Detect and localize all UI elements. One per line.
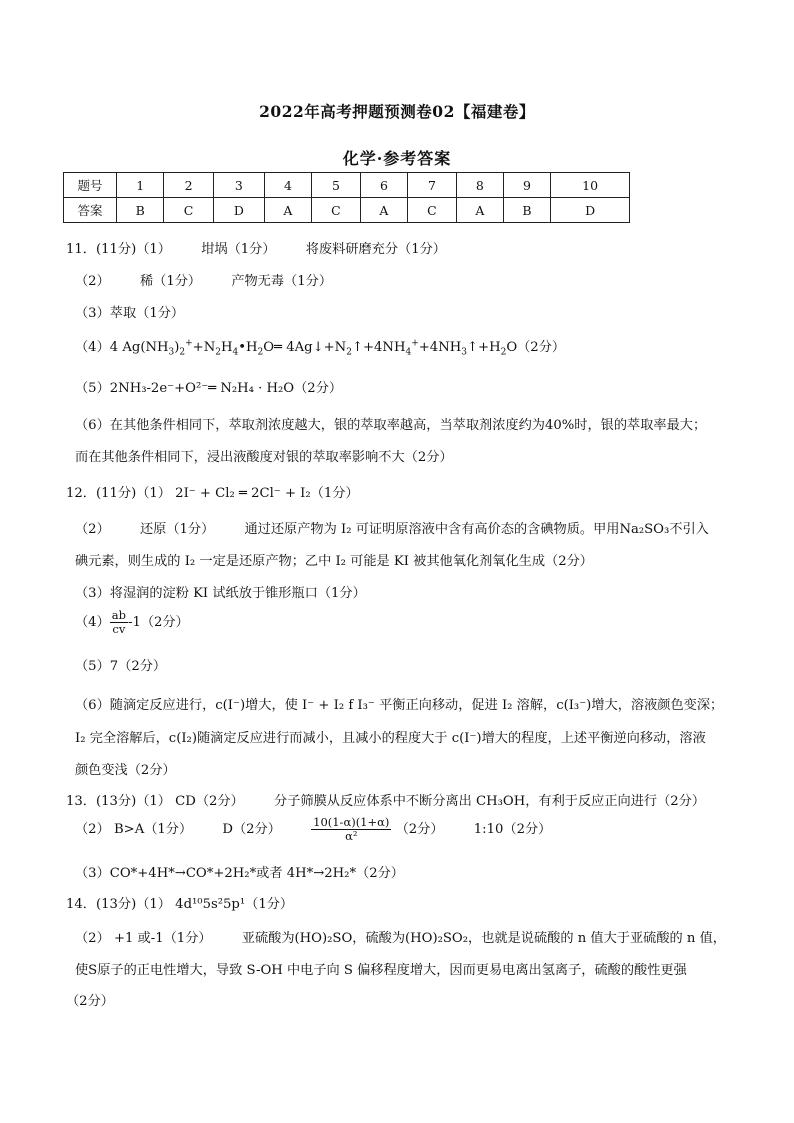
q14-2-answer: （2） +1 或-1（1分）	[75, 931, 212, 946]
q12-line-6c: 颜色变浅（2分）	[75, 763, 176, 778]
answer-cell: D	[551, 198, 630, 223]
answer-cell: C	[164, 198, 213, 223]
q13-1-answer: 13．(13分)（1） CD（2分）	[66, 794, 244, 809]
question-number-cell: 6	[361, 173, 408, 198]
row-header-answer: 答案	[64, 198, 117, 223]
q13-2-fraction	[311, 816, 391, 843]
q12-line-6a: （6）随滴定反应进行，c(I⁻)增大，使 I⁻ + I₂ f I₃⁻ 平衡正向移动，促进 I₂ 溶解，c(I₃⁻)增大，溶液颜色变深；	[75, 698, 724, 713]
question-number-cell: 2	[164, 173, 213, 198]
q13-2-score: （2分）	[395, 822, 444, 837]
q12-2-explanation: 通过还原产物为 I₂ 可证明原溶液中含有高价态的含碘物质。甲用Na₂SO₃不引入	[244, 522, 709, 537]
question-number-cell: 8	[457, 173, 504, 198]
q11-line-5: （5）2NH₃-2e⁻+O²⁻═ N₂H₄ · H₂O（2分）	[75, 381, 343, 396]
q14-line-2a	[75, 927, 726, 946]
q11-1-answer-b: 将废料研磨充分（1分）	[305, 242, 446, 257]
q11-line-6b: 而在其他条件相同下，浸出液酸度对银的萃取率影响不大（2分）	[75, 450, 453, 465]
q11-2-answer-b: 产物无毒（1分）	[231, 274, 333, 289]
row-header-question: 题号	[64, 173, 117, 198]
fraction-denominator: cv	[112, 622, 126, 636]
q12-line-2a	[75, 518, 709, 537]
answer-cell: B	[117, 198, 164, 223]
answer-cell: B	[503, 198, 550, 223]
answer-cell: A	[457, 198, 504, 223]
answer-cell: A	[265, 198, 312, 223]
q13-line-3: （3）CO*+4H*→CO*+2H₂*或者 4H*→2H₂*（2分）	[75, 866, 404, 881]
question-number-cell: 4	[265, 173, 312, 198]
question-number-cell: 5	[311, 173, 360, 198]
fraction-numerator: ab	[111, 608, 126, 622]
q12-2-label: （2）	[75, 522, 110, 537]
q11-line-6a: （6）在其他条件相同下，萃取剂浓度越大，银的萃取率越高，当萃取剂浓度约为40%时，银的萃取率最大；	[75, 418, 707, 433]
q13-line-2	[75, 816, 551, 843]
question-number-cell: 10	[551, 173, 630, 198]
q14-line-2b: 使S原子的正电性增大，导致 S-OH 中电子向 S 偏移程度增大，因而更易电离出氢离子，硫酸的酸性更强	[75, 963, 687, 978]
q13-1-explanation: 分子筛膜从反应体系中不断分离出 CH₃OH，有利于反应正向进行（2分）	[274, 794, 706, 809]
fraction-denominator: α²	[345, 829, 358, 843]
q14-2-explanation: 亚硫酸为(HO)₂SO，硫酸为(HO)₂SO₂，也就是说硫酸的 n 值大于亚硫酸的 n 值，	[241, 931, 726, 946]
question-number-cell: 1	[117, 173, 164, 198]
answer-table	[63, 172, 630, 223]
q12-2-answer: 还原（1分）	[139, 522, 215, 537]
q11-2-answer: 稀（1分）	[139, 274, 202, 289]
table-row-question-numbers	[64, 173, 630, 198]
question-number-cell: 3	[213, 173, 264, 198]
q12-line-1: 12．(11分)（1） 2I⁻ + Cl₂ ═ 2Cl⁻ + I₂（1分）	[66, 486, 359, 501]
q11-line-4: （4）4 $Ag(NH_3)_2^++N_2H_4•H_2O═$ $4Ag↓+N_2↑+4NH_4^++4NH_3↑+H_2O(2$分）	[75, 338, 566, 358]
q11-line-3: （3）萃取（1分）	[75, 306, 185, 321]
answer-cell: A	[361, 198, 408, 223]
q12-line-3: （3）将湿润的淀粉 KI 试纸放于锥形瓶口（1分）	[75, 586, 366, 601]
q14-line-1: 14．(13分)（1） 4d¹⁰5s²5p¹（1分）	[66, 897, 294, 912]
answer-cell: C	[311, 198, 360, 223]
q11-line-2	[75, 270, 332, 289]
q12-4-fraction	[110, 609, 128, 636]
q11-number: 11．(11分)（1）	[66, 242, 171, 257]
fraction-numerator: 10(1-α)(1+α)	[313, 815, 390, 829]
answer-cell: D	[213, 198, 264, 223]
q11-4-equation-h: H	[221, 340, 233, 355]
q12-line-4	[75, 609, 189, 636]
q12-4-rest: -1（2分）	[127, 615, 189, 630]
answer-cell: C	[407, 198, 456, 223]
q11-1-answer: 坩埚（1分）	[201, 242, 276, 257]
q12-line-2b: 碘元素，则生成的 I₂ 一定是还原产物；乙中 I₂ 可能是 KI 被其他氧化剂氧化生成（2分）	[75, 554, 593, 569]
q12-line-5: （5）7（2分）	[75, 659, 167, 674]
q11-4-equation-mid: +N	[192, 340, 216, 355]
q11-2-label: （2）	[75, 274, 110, 289]
q14-line-2c: （2分）	[66, 994, 114, 1009]
q12-line-6b: I₂ 完全溶解后，c(I₂)随滴定反应进行而减小，且减小的程度大于 c(I⁻)增大的程度，上述平衡逆向移动，溶液	[75, 731, 706, 746]
table-row-answers	[64, 198, 630, 223]
question-number-cell: 7	[407, 173, 456, 198]
page-title: 2022年高考押题预测卷02【福建卷】	[259, 102, 535, 121]
q13-2-answer-a: （2） B>A（1分）	[75, 822, 193, 837]
q12-4-label: （4）	[75, 615, 110, 630]
q13-2-answer-b: D（2分）	[222, 822, 281, 837]
q13-line-1	[66, 790, 705, 809]
q11-4-equation-start: （4）4 Ag(NH	[75, 340, 169, 355]
q11-4-score: （2分）	[517, 340, 566, 355]
page-subtitle: 化学·参考答案	[342, 149, 452, 168]
question-number-cell: 9	[503, 173, 550, 198]
q13-2-answer-d: 1:10（2分）	[473, 822, 552, 837]
q11-4-equation-tail: O═ 4Ag↓+N	[263, 340, 347, 355]
q11-line-1	[66, 238, 446, 257]
